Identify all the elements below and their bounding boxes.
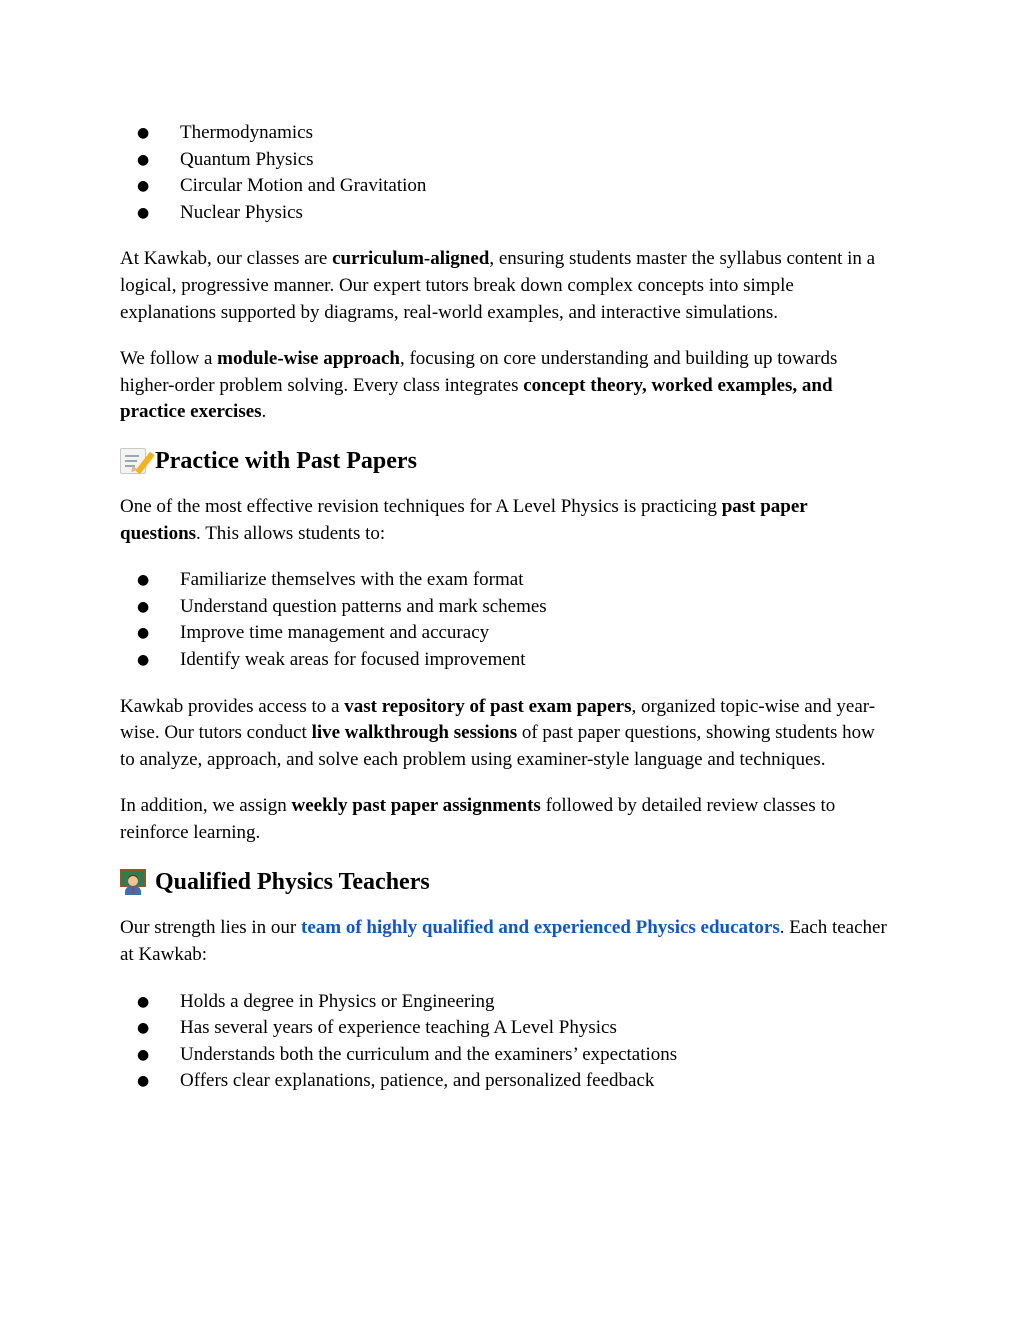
list-item: ● Holds a degree in Physics or Engineering (120, 989, 890, 1016)
list-item: ● Identify weak areas for focused improvement (120, 647, 890, 674)
bullet-icon: ● (137, 1046, 150, 1063)
memo-icon (120, 448, 146, 474)
teacher-qualities-list (120, 989, 890, 1095)
list-item: ● Quantum Physics (120, 147, 890, 174)
bullet-icon: ● (137, 651, 150, 668)
topics-list (120, 120, 890, 226)
bullet-icon: ● (137, 1020, 150, 1037)
list-item: ● Improve time management and accuracy (120, 620, 890, 647)
paragraph-curriculum: At Kawkab, our classes are curriculum-aligned, ensuring students master the syllabus content in a logical, progressive manner. Our expert tutors break down complex concepts into simple explanations supported by diagrams, real-world examples, and interactive simulations. (120, 248, 876, 323)
heading-qualified-teachers: Qualified Physics Teachers (120, 867, 890, 897)
list-item: ● Understands both the curriculum and the examiners’ expectations (120, 1042, 890, 1069)
heading-past-papers: Practice with Past Papers (120, 446, 890, 476)
list-item: ● Has several years of experience teaching A Level Physics (120, 1015, 890, 1042)
bullet-icon: ● (137, 625, 150, 642)
paragraph-module-approach: We follow a module-wise approach, focusing on core understanding and building up towards higher-order problem solving. Every class integrates concept theory, worked examples, and practice exercises. (120, 348, 838, 423)
list-item: ● Understand question patterns and mark schemes (120, 594, 890, 621)
paragraph-past-papers-intro: One of the most effective revision techniques for A Level Physics is practicing past paper questions. This allows students to: (120, 495, 808, 544)
list-item: ● Nuclear Physics (120, 200, 890, 227)
list-item: ● Familiarize themselves with the exam format (120, 567, 890, 594)
bullet-icon: ● (137, 204, 150, 221)
paragraph-repository: Kawkab provides access to a vast repository of past exam papers, organized topic-wise and year-wise. Our tutors conduct live walkthrough sessions of past paper questions, showing students how to analyze, approach, and solve each problem using examiner-style language and techniques. (120, 695, 876, 770)
team-link[interactable]: team of highly qualified and experienced Physics educators (301, 917, 780, 939)
benefits-list (120, 567, 890, 673)
list-item: ● Offers clear explanations, patience, and personalized feedback (120, 1068, 890, 1095)
bullet-icon: ● (137, 1073, 150, 1090)
bullet-icon: ● (137, 151, 150, 168)
bullet-icon: ● (137, 178, 150, 195)
bullet-icon: ● (137, 125, 150, 141)
paragraph-team: Our strength lies in our team of highly qualified and experienced Physics educators. Each teacher at Kawkab: (120, 917, 887, 966)
bullet-icon: ● (137, 572, 150, 589)
list-item: ● Circular Motion and Gravitation (120, 173, 890, 200)
list-item: ● Thermodynamics (120, 120, 890, 147)
teacher-icon (120, 869, 146, 895)
document-page (120, 118, 890, 1095)
bullet-icon: ● (137, 993, 150, 1010)
paragraph-weekly-assignments: In addition, we assign weekly past paper assignments followed by detailed review classes to reinforce learning. (120, 795, 836, 843)
bullet-icon: ● (137, 598, 150, 615)
